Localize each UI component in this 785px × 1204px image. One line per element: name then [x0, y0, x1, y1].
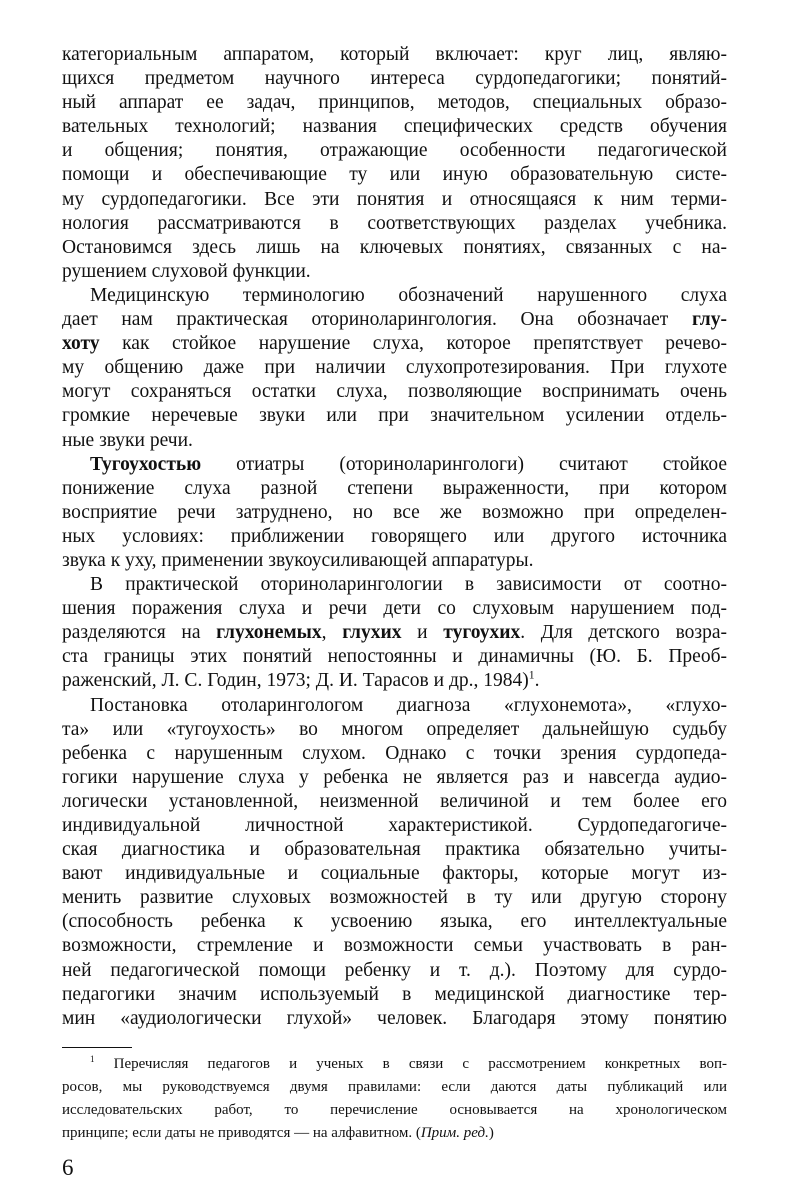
text-segment: В практической оториноларингологии в зависимости от соотно- [90, 574, 727, 596]
text-line [62, 139, 727, 163]
text-segment: вают индивидуальные и социальные факторы, которые могут из- [62, 863, 727, 885]
text-line [62, 356, 727, 380]
text-segment: менить развитие слуховых возможностей в ту или другую сторону [62, 887, 727, 909]
text-line [62, 91, 727, 115]
text-line [62, 1122, 727, 1145]
text-segment: ) [488, 1125, 494, 1141]
text-segment: ный аппарат ее задач, принципов, методов, специальных образо- [62, 92, 727, 114]
text-segment: раженский, Л. С. Годин, 1973; Д. И. Тарасов и др., 1984) [62, 670, 529, 692]
text-segment: принципе; если даты не приводятся — на алфавитном. ( [62, 1125, 421, 1141]
text-segment: та» или «тугоухость» во многом определяет дальнейшую судьбу [62, 718, 727, 740]
text-line [62, 260, 727, 284]
text-segment: звука к уху, применении звукоусиливающей аппаратуры. [62, 549, 534, 571]
text-segment: педагогики значим используемый в медицинской диагностике тер- [62, 983, 727, 1005]
text-segment: щихся предметом научного интереса сурдопедагогики; понятий- [62, 68, 727, 90]
text-segment: ребенка с нарушенным слухом. Однако с точки зрения сурдопеда- [62, 742, 727, 764]
text-segment: помощи и обеспечивающие ту или иную образовательную систе- [62, 164, 727, 186]
text-segment: ней педагогической помощи ребенку и т. д.). Поэтому для сурдо- [62, 959, 727, 981]
body-text [62, 43, 727, 1031]
text-line [62, 453, 727, 477]
text-segment: рушением слуховой функции. [62, 260, 311, 282]
paragraph [62, 573, 727, 693]
text-line [62, 814, 727, 838]
text-segment: Перечисляя педагогов и ученых в связи с рассмотрением конкретных воп- [94, 1056, 727, 1072]
text-segment: понижение слуха разной степени выраженности, при котором [62, 477, 727, 499]
text-segment: громкие неречевые звуки или при значительном усилении отдель- [62, 405, 727, 427]
text-segment: Постановка отоларингологом диагноза «глухонемота», «глухо- [90, 694, 727, 716]
text-segment: восприятие речи затруднено, но все же возможно при определен- [62, 501, 727, 523]
text-line [62, 404, 727, 428]
footnote-marker: 1 [90, 1054, 95, 1064]
text-segment: отиатры (оториноларингологи) считают стойкое [201, 453, 727, 475]
paragraph [62, 694, 727, 1031]
text-line [62, 236, 727, 260]
text-segment: могут сохраняться остатки слуха, позволяющие воспринимать очень [62, 381, 727, 403]
text-line [62, 477, 727, 501]
text-line [62, 959, 727, 983]
text-line [62, 212, 727, 236]
text-segment: , [321, 622, 343, 644]
paragraph [62, 284, 727, 453]
text-line [62, 429, 727, 453]
text-segment: шения поражения слуха и речи дети со слуховым нарушением под- [62, 598, 727, 620]
text-segment: му общению даже при наличии слухопротезирования. При глухоте [62, 357, 727, 379]
italic-note: Прим. ред. [420, 1125, 489, 1141]
text-line [62, 838, 727, 862]
text-line [62, 1007, 727, 1031]
paragraph [62, 43, 727, 284]
text-line [62, 934, 727, 958]
footnote-text [62, 1053, 727, 1145]
text-line [62, 766, 727, 790]
text-segment: нология рассматриваются в соответствующих разделах учебника. [62, 212, 727, 234]
text-line [62, 983, 727, 1007]
text-segment: ные звуки речи. [62, 429, 193, 451]
text-segment: . Для детского возра- [520, 622, 728, 644]
text-line [62, 501, 727, 525]
text-line [62, 790, 727, 814]
text-segment: росов, мы руководствуемся двумя правилами: если даются даты публикаций или [62, 1079, 727, 1095]
text-segment: (способность ребенка к усвоению языка, его интеллектуальные [62, 911, 727, 933]
text-line [62, 308, 727, 332]
text-segment: разделяются на [62, 622, 217, 644]
text-line [62, 115, 727, 139]
text-line [62, 67, 727, 91]
text-segment: Медицинскую терминологию обозначений нарушенного слуха [90, 284, 727, 306]
text-segment: индивидуальной личностной характеристикой. Сурдопедагогиче- [62, 815, 727, 836]
text-line [62, 163, 727, 187]
text-segment: ская диагностика и образовательная практика обязательно учиты- [62, 839, 727, 861]
text-line [62, 910, 727, 934]
page-number: 6 [62, 1155, 74, 1180]
text-line [62, 549, 727, 573]
text-line [62, 43, 727, 67]
text-segment: логически установленной, неизменной величиной и тем более его [62, 790, 727, 812]
text-line [62, 1099, 727, 1122]
text-line [62, 380, 727, 404]
bold-term: тугоухих [443, 622, 521, 644]
text-segment: и [401, 622, 444, 644]
text-segment: ста границы этих понятий непостоянны и динамичны (Ю. Б. Преоб- [62, 646, 727, 668]
text-line [62, 597, 727, 621]
footnote-divider [62, 1047, 132, 1048]
paragraph [62, 453, 727, 573]
text-line [62, 694, 727, 718]
footnote-marker: 1 [528, 668, 535, 682]
text-line [62, 284, 727, 308]
text-segment: дает нам практическая оториноларингология. Она обозначает [62, 309, 692, 331]
text-segment: ных условиях: приближении говорящего или другого источника [62, 525, 727, 547]
bold-term: глухонемых [216, 622, 322, 644]
text-segment: мин «аудиологически глухой» человек. Благодаря этому понятию [62, 1007, 727, 1029]
bold-term: хоту [62, 333, 100, 355]
text-segment: исследовательских работ, то перечисление основывается на хронологическом [62, 1102, 727, 1118]
text-line [62, 332, 727, 356]
text-line [62, 621, 727, 645]
footnote [62, 1053, 727, 1145]
text-segment: и общения; понятия, отражающие особенности педагогической [62, 140, 727, 162]
text-line [62, 525, 727, 549]
text-segment: вательных технологий; названия специфических средств обучения [62, 116, 727, 138]
text-line [62, 573, 727, 597]
text-segment: гогики нарушение слуха у ребенка не является раз и навсегда аудио- [62, 766, 727, 788]
text-segment: возможности, стремление и возможности семьи участвовать в ран- [62, 935, 727, 957]
text-line [62, 862, 727, 886]
text-line [62, 742, 727, 766]
text-line [62, 1076, 727, 1099]
text-line [62, 645, 727, 669]
text-segment: как стойкое нарушение слуха, которое препятствует речево- [99, 333, 727, 355]
text-line [62, 1053, 727, 1076]
text-line [62, 188, 727, 212]
bold-term: глу- [691, 309, 727, 331]
text-line [62, 886, 727, 910]
bold-term: глухих [342, 622, 402, 644]
text-segment: категориальным аппаратом, который включает: круг лиц, являю- [62, 44, 727, 65]
text-segment: . [534, 670, 540, 692]
text-segment: му сурдопедагогики. Все эти понятия и относящаяся к ним терми- [62, 188, 727, 210]
text-line [62, 669, 727, 693]
text-line [62, 718, 727, 742]
bold-term: Тугоухостью [90, 453, 202, 475]
text-segment: Остановимся здесь лишь на ключевых понятиях, связанных с на- [62, 236, 727, 258]
